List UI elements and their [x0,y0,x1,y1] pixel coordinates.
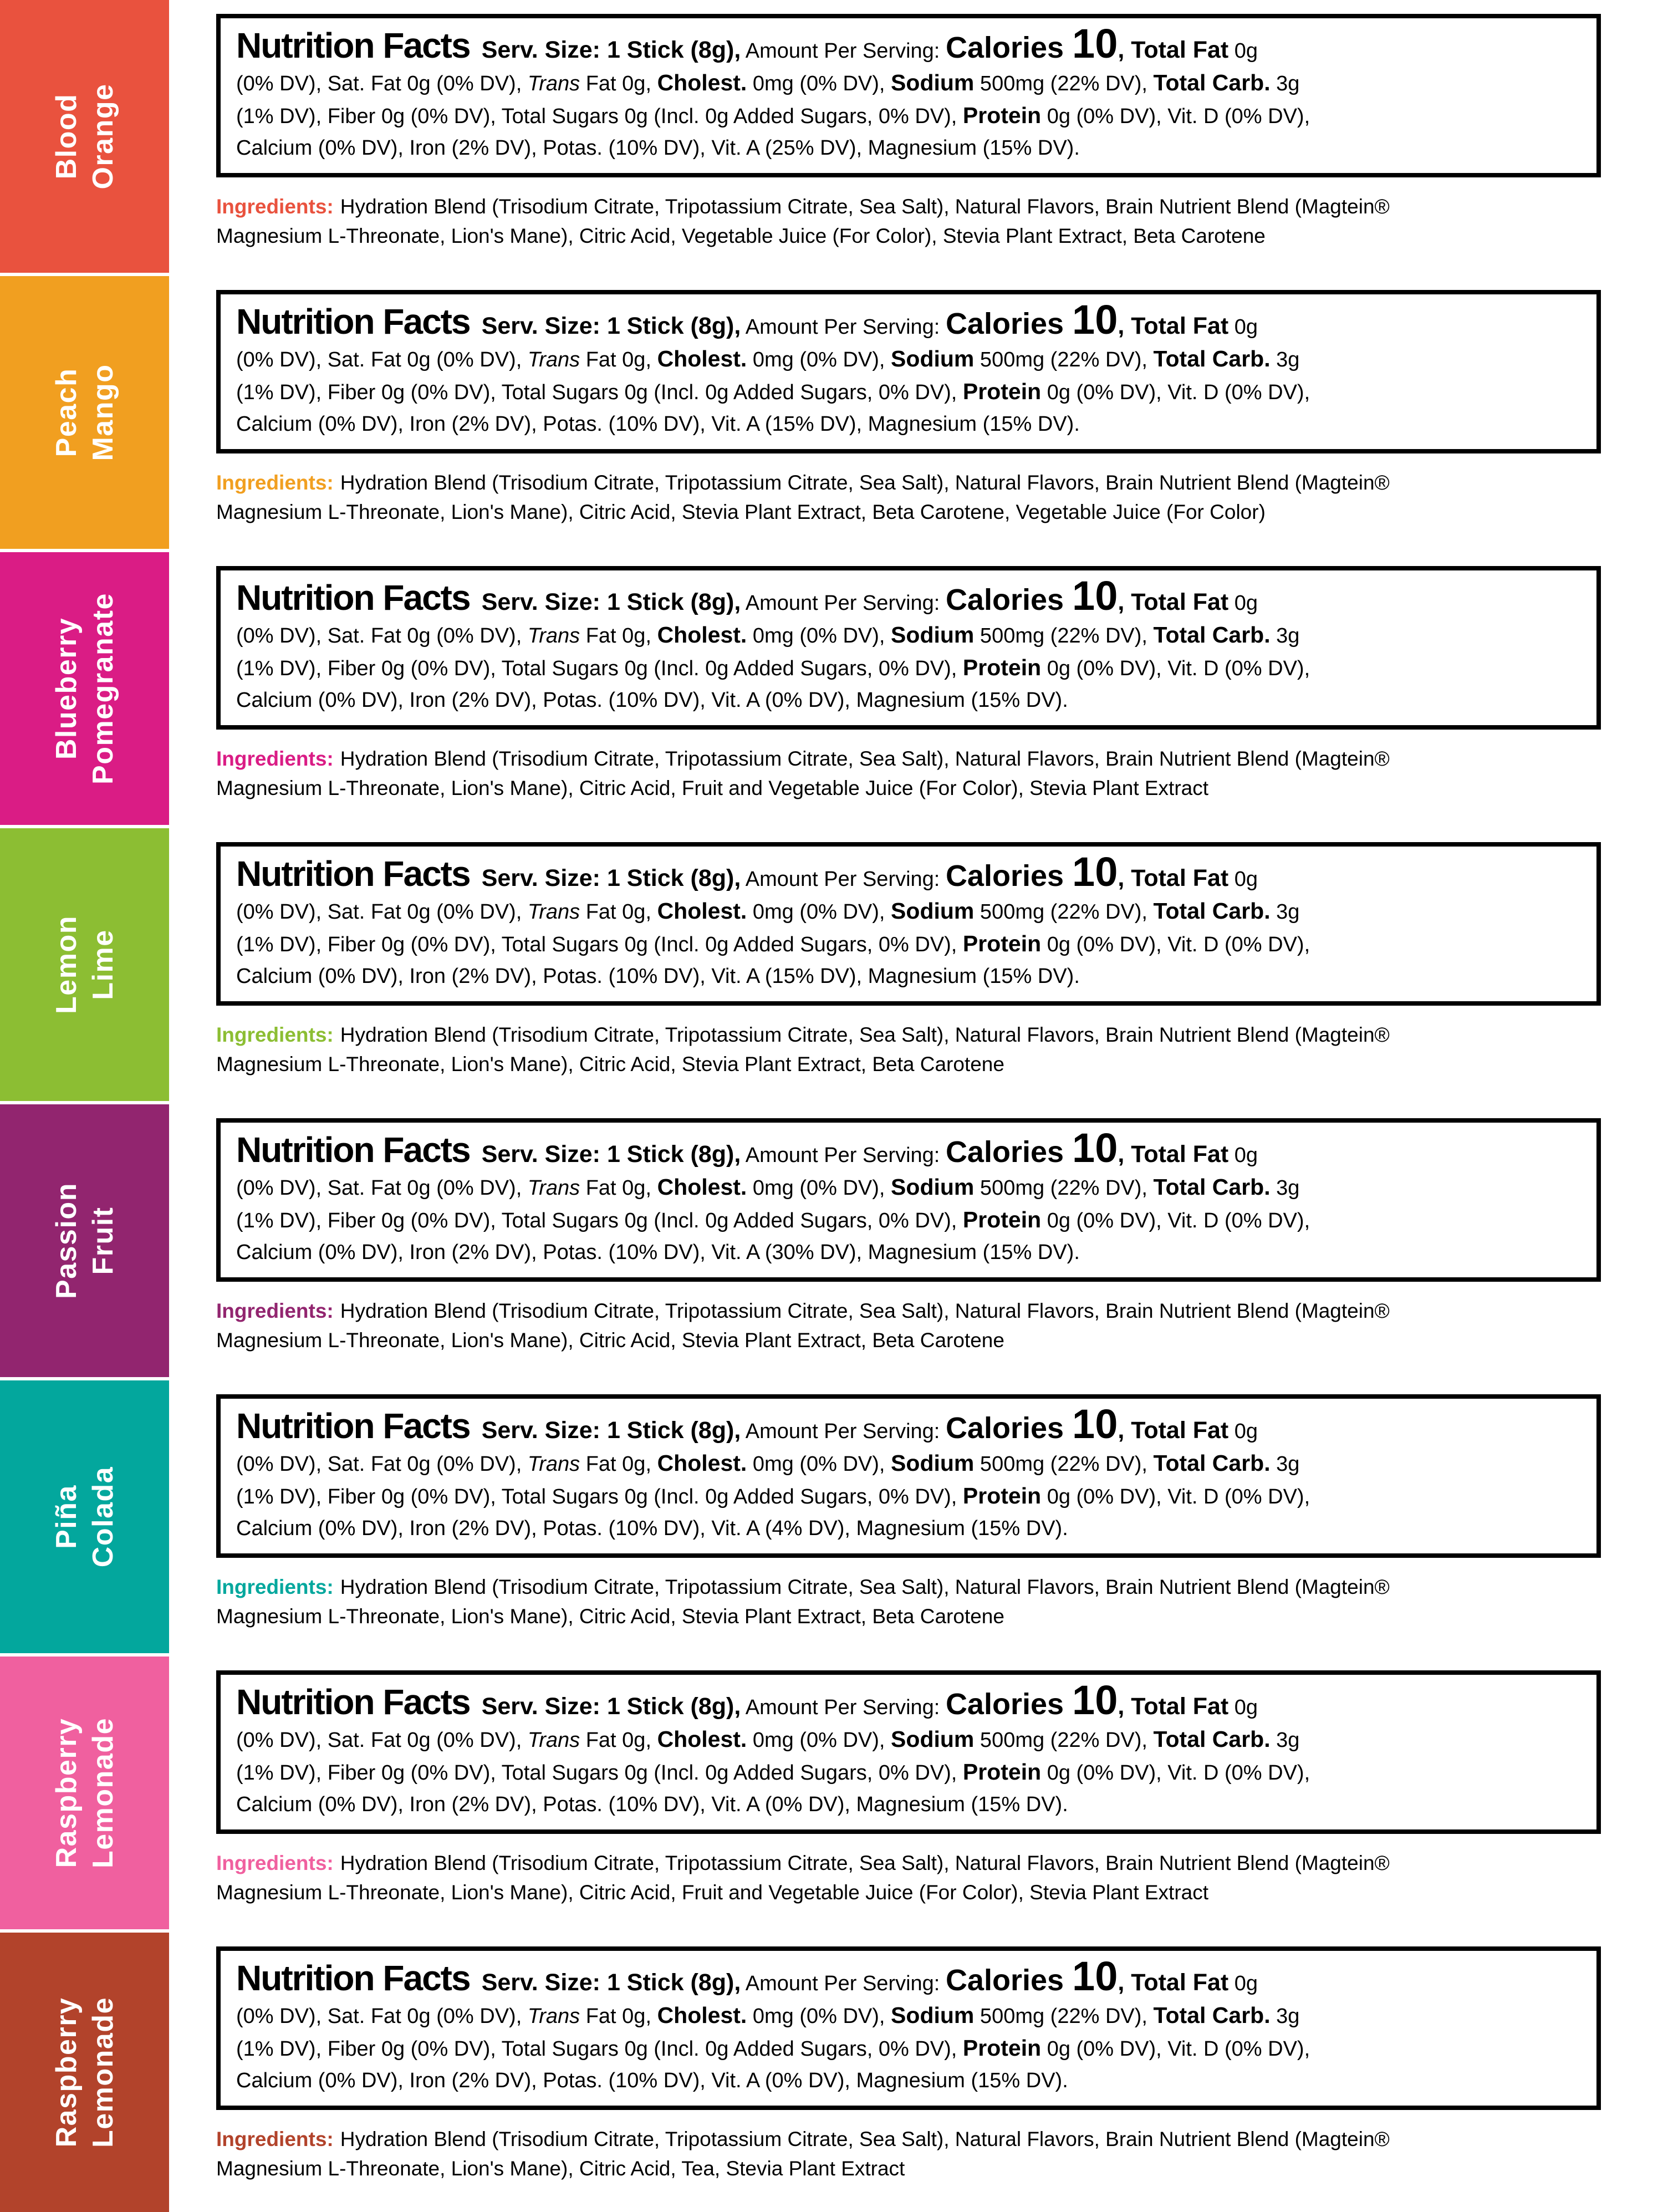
flavor-sidebar [0,276,169,549]
flavor-name-line2: Lemonade [86,1717,119,1869]
ingredients-text [216,192,1601,251]
nutrition-segment-italic: Trans [527,2005,580,2028]
nutrition-segment-title: Nutrition Facts [236,1682,470,1722]
nutrition-segment-title: Nutrition Facts [236,1130,470,1170]
flavor-sidebar [0,1380,169,1653]
nutrition-segment-bold: Total Carb. [1153,70,1271,95]
flavor-name-line1: Passion [50,1183,83,1299]
ingredients-line2: Magnesium L-Threonate, Lion's Mane), Citric Acid, Tea, Stevia Plant Extract [216,2157,905,2180]
nutrition-segment-plain: Amount Per Serving: [741,1972,946,1995]
nutrition-segment-title: Nutrition Facts [236,302,470,342]
nutrition-segment-plain: Calcium (0% DV), Iron (2% DV), Potas. (10% DV), Vit. A (15% DV), Magnesium (15% DV). [236,412,1080,436]
flavor-name-label [48,1717,121,1868]
nutrition-segment-cal: Calories [945,1688,1073,1721]
nutrition-segment-plain [470,1420,482,1443]
nutrition-text [236,1125,1583,1268]
nutrition-segment-serv: , [1118,37,1131,63]
nutrition-segment-serv: , [1118,1693,1131,1720]
nutrition-segment-calnum: 10 [1072,1401,1118,1447]
nutrition-segment-plain: 0g [1228,1420,1258,1443]
flavor-content [216,828,1601,1101]
nutrition-segment-plain: 3g [1270,900,1300,924]
flavor-name-line2: Lime [86,929,119,1000]
flavor-section [0,1380,1663,1653]
flavor-name-line1: Blood [50,93,83,180]
flavor-name-label [48,1183,121,1299]
flavor-section [0,1657,1663,1929]
ingredients-line1: Hydration Blend (Trisodium Citrate, Tripotassium Citrate, Sea Salt), Natural Flavors, Brain Nutrient Blend (Magtein® [340,1576,1390,1598]
nutrition-segment-bold: Sodium [891,1726,975,1752]
nutrition-segment-serv: , [1118,1417,1131,1444]
nutrition-segment-calnum: 10 [1072,849,1118,895]
nutrition-segment-serv: Total Fat [1131,1693,1229,1720]
nutrition-segment-plain: (0% DV), Sat. Fat 0g (0% DV), [236,348,528,371]
flavor-sidebar [0,1933,169,2212]
nutrition-segment-italic: Trans [527,624,580,648]
ingredients-line1: Hydration Blend (Trisodium Citrate, Tripotassium Citrate, Sea Salt), Natural Flavors, Brain Nutrient Blend (Magtein® [340,1852,1390,1874]
flavor-name-line1: Peach [50,368,83,457]
nutrition-segment-plain: Fat 0g, [580,1729,657,1752]
nutrition-segment-serv: Serv. Size: 1 Stick (8g), [481,589,741,615]
flavor-name-line1: Raspberry [50,1997,83,2148]
nutrition-segment-serv: Serv. Size: 1 Stick (8g), [481,865,741,891]
nutrition-segment-plain: (1% DV), Fiber 0g (0% DV), Total Sugars 0g (Incl. 0g Added Sugars, 0% DV), [236,2037,963,2061]
nutrition-segment-plain: 0mg (0% DV), [747,1452,891,1476]
nutrition-segment-title: Nutrition Facts [236,1958,470,1998]
nutrition-segment-plain: Calcium (0% DV), Iron (2% DV), Potas. (10% DV), Vit. A (0% DV), Magnesium (15% DV). [236,689,1068,712]
nutrition-segment-serv: , [1118,1969,1131,1996]
flavor-content [216,1380,1601,1653]
ingredients-line2: Magnesium L-Threonate, Lion's Mane), Citric Acid, Vegetable Juice (For Color), Stevia Plant Extract, Beta Carotene [216,225,1266,247]
ingredients-line1: Hydration Blend (Trisodium Citrate, Tripotassium Citrate, Sea Salt), Natural Flavors, Brain Nutrient Blend (Magtein® [340,1023,1390,1046]
nutrition-segment-bold: Total Carb. [1153,1450,1271,1476]
nutrition-segment-plain [470,1144,482,1167]
ingredients-label: Ingredients: [216,2128,334,2150]
nutrition-segment-serv: Total Fat [1131,865,1229,891]
nutrition-segment-plain: Fat 0g, [580,900,657,924]
nutrition-segment-cal: Calories [945,1964,1073,1997]
nutrition-segment-plain: 0g (0% DV), Vit. D (0% DV), [1041,933,1310,956]
ingredients-line1: Hydration Blend (Trisodium Citrate, Tripotassium Citrate, Sea Salt), Natural Flavors, Brain Nutrient Blend (Magtein® [340,747,1390,770]
flavor-name-line1: Raspberry [50,1717,83,1868]
ingredients-line2: Magnesium L-Threonate, Lion's Mane), Citric Acid, Stevia Plant Extract, Beta Carotene [216,1605,1004,1628]
flavor-section [0,1104,1663,1377]
nutrition-segment-bold: Total Carb. [1153,898,1271,924]
nutrition-segment-bold: Sodium [891,898,975,924]
nutrition-segment-plain: Calcium (0% DV), Iron (2% DV), Potas. (10% DV), Vit. A (15% DV), Magnesium (15% DV). [236,965,1080,988]
nutrition-segment-serv: Serv. Size: 1 Stick (8g), [481,1141,741,1168]
nutrition-segment-bold: Protein [962,1759,1042,1785]
nutrition-segment-cal: Calories [945,583,1073,616]
flavor-content [216,0,1601,273]
nutrition-facts-box [216,14,1601,177]
flavor-section [0,828,1663,1101]
nutrition-segment-title: Nutrition Facts [236,1406,470,1446]
flavor-content [216,276,1601,549]
flavor-content [216,1104,1601,1377]
nutrition-segment-plain: (1% DV), Fiber 0g (0% DV), Total Sugars 0g (Incl. 0g Added Sugars, 0% DV), [236,1485,963,1508]
nutrition-segment-plain: (1% DV), Fiber 0g (0% DV), Total Sugars 0g (Incl. 0g Added Sugars, 0% DV), [236,381,963,404]
nutrition-segment-bold: Protein [962,379,1042,404]
nutrition-segment-cal: Calories [945,859,1073,893]
flavor-name-label [48,364,121,461]
nutrition-segment-plain: (0% DV), Sat. Fat 0g (0% DV), [236,900,528,924]
nutrition-segment-plain: 500mg (22% DV), [974,348,1154,371]
nutrition-facts-box [216,1946,1601,2110]
nutrition-segment-title: Nutrition Facts [236,578,470,618]
nutrition-segment-bold: Cholest. [657,1450,747,1476]
nutrition-segment-plain: (1% DV), Fiber 0g (0% DV), Total Sugars 0g (Incl. 0g Added Sugars, 0% DV), [236,1209,963,1232]
nutrition-text [236,297,1583,440]
nutrition-segment-bold: Sodium [891,1174,975,1200]
nutrition-segment-cal: Calories [945,31,1073,64]
nutrition-segment-plain: Amount Per Serving: [741,39,946,63]
nutrition-segment-bold: Cholest. [657,70,747,95]
nutrition-segment-plain: 0g (0% DV), Vit. D (0% DV), [1041,657,1310,680]
nutrition-text [236,849,1583,992]
nutrition-segment-bold: Protein [962,1483,1042,1508]
ingredients-line2: Magnesium L-Threonate, Lion's Mane), Citric Acid, Stevia Plant Extract, Beta Carotene [216,1053,1004,1076]
nutrition-segment-plain: 0g [1228,39,1258,63]
nutrition-segment-calnum: 10 [1072,21,1118,67]
nutrition-segment-plain: Amount Per Serving: [741,1144,946,1167]
nutrition-facts-box [216,1394,1601,1558]
nutrition-segment-plain [470,592,482,615]
nutrition-segment-italic: Trans [527,72,580,95]
flavor-name-line2: Fruit [86,1206,119,1275]
nutrition-segment-serv: Serv. Size: 1 Stick (8g), [481,1693,741,1720]
nutrition-facts-box [216,290,1601,453]
nutrition-segment-italic: Trans [527,900,580,924]
nutrition-segment-plain: (1% DV), Fiber 0g (0% DV), Total Sugars 0g (Incl. 0g Added Sugars, 0% DV), [236,105,963,128]
nutrition-facts-box [216,566,1601,730]
nutrition-segment-plain: 0g [1228,315,1258,339]
nutrition-segment-plain: Calcium (0% DV), Iron (2% DV), Potas. (10% DV), Vit. A (0% DV), Magnesium (15% DV). [236,1793,1068,1816]
nutrition-segment-bold: Sodium [891,2002,975,2028]
ingredients-label: Ingredients: [216,1576,334,1598]
nutrition-segment-plain: Amount Per Serving: [741,1696,946,1719]
nutrition-segment-bold: Protein [962,103,1042,128]
nutrition-segment-plain: 3g [1270,624,1300,648]
ingredients-line1: Hydration Blend (Trisodium Citrate, Tripotassium Citrate, Sea Salt), Natural Flavors, Brain Nutrient Blend (Magtein® [340,1299,1390,1322]
nutrition-text [236,573,1583,716]
flavor-sidebar [0,1104,169,1377]
nutrition-segment-plain: 0g (0% DV), Vit. D (0% DV), [1041,2037,1310,2061]
nutrition-facts-box [216,1118,1601,1282]
flavor-content [216,1933,1601,2212]
nutrition-segment-plain: (0% DV), Sat. Fat 0g (0% DV), [236,1729,528,1752]
ingredients-text [216,1848,1601,1907]
nutrition-segment-calnum: 10 [1072,297,1118,343]
nutrition-segment-bold: Sodium [891,1450,975,1476]
nutrition-segment-plain: Fat 0g, [580,1452,657,1476]
nutrition-segment-plain: Calcium (0% DV), Iron (2% DV), Potas. (10% DV), Vit. A (0% DV), Magnesium (15% DV). [236,2069,1068,2092]
nutrition-segment-italic: Trans [527,1729,580,1752]
nutrition-segment-serv: Total Fat [1131,313,1229,339]
nutrition-segment-serv: , [1118,1141,1131,1168]
nutrition-segment-cal: Calories [945,1411,1073,1445]
nutrition-segment-serv: , [1118,589,1131,615]
nutrition-segment-plain: 500mg (22% DV), [974,1176,1154,1200]
nutrition-segment-plain: 0g [1228,1144,1258,1167]
nutrition-segment-plain: 3g [1270,72,1300,95]
nutrition-segment-bold: Cholest. [657,1174,747,1200]
flavor-name-line2: Orange [86,83,119,190]
nutrition-segment-plain: 0g (0% DV), Vit. D (0% DV), [1041,1485,1310,1508]
nutrition-segment-serv: Serv. Size: 1 Stick (8g), [481,37,741,63]
ingredients-text [216,468,1601,527]
nutrition-segment-plain: 500mg (22% DV), [974,1452,1154,1476]
nutrition-segment-calnum: 10 [1072,1677,1118,1723]
nutrition-segment-title: Nutrition Facts [236,854,470,894]
nutrition-segment-plain: 3g [1270,1452,1300,1476]
nutrition-segment-plain: 0mg (0% DV), [747,72,891,95]
nutrition-segment-bold: Total Carb. [1153,1726,1271,1752]
flavor-content [216,1657,1601,1929]
nutrition-segment-plain [470,315,482,339]
nutrition-segment-plain: 0mg (0% DV), [747,1176,891,1200]
nutrition-segment-plain: Calcium (0% DV), Iron (2% DV), Potas. (10% DV), Vit. A (30% DV), Magnesium (15% DV). [236,1241,1080,1264]
nutrition-segment-plain: 0g [1228,868,1258,891]
flavor-name-label [48,1997,121,2148]
nutrition-segment-plain: Fat 0g, [580,2005,657,2028]
nutrition-segment-plain: (0% DV), Sat. Fat 0g (0% DV), [236,72,528,95]
nutrition-segment-plain: 3g [1270,1176,1300,1200]
nutrition-segment-bold: Total Carb. [1153,346,1271,371]
nutrition-segment-italic: Trans [527,348,580,371]
nutrition-segment-bold: Total Carb. [1153,2002,1271,2028]
nutrition-segment-plain: (0% DV), Sat. Fat 0g (0% DV), [236,2005,528,2028]
nutrition-segment-plain: (1% DV), Fiber 0g (0% DV), Total Sugars 0g (Incl. 0g Added Sugars, 0% DV), [236,1761,963,1785]
flavor-section [0,276,1663,549]
nutrition-segment-serv: Serv. Size: 1 Stick (8g), [481,1417,741,1444]
nutrition-segment-bold: Protein [962,1207,1042,1232]
nutrition-segment-plain [470,39,482,63]
nutrition-segment-plain: 3g [1270,1729,1300,1752]
nutrition-segment-plain: 0g [1228,1696,1258,1719]
nutrition-segment-plain: Fat 0g, [580,72,657,95]
nutrition-segment-serv: Total Fat [1131,589,1229,615]
nutrition-segment-plain: Calcium (0% DV), Iron (2% DV), Potas. (10% DV), Vit. A (4% DV), Magnesium (15% DV). [236,1517,1068,1540]
nutrition-segment-plain: (0% DV), Sat. Fat 0g (0% DV), [236,1452,528,1476]
nutrition-segment-serv: Total Fat [1131,37,1229,63]
nutrition-segment-cal: Calories [945,1135,1073,1169]
nutrition-segment-plain: 500mg (22% DV), [974,72,1154,95]
ingredients-label: Ingredients: [216,747,334,770]
nutrition-segment-serv: , [1118,313,1131,339]
nutrition-segment-plain: 500mg (22% DV), [974,2005,1154,2028]
nutrition-segment-title: Nutrition Facts [236,26,470,65]
nutrition-segment-bold: Cholest. [657,898,747,924]
nutrition-text [236,1677,1583,1821]
nutrition-segment-plain [470,1972,482,1995]
flavor-name-line2: Lemonade [86,1996,119,2148]
nutrition-segment-bold: Total Carb. [1153,622,1271,648]
nutrition-segment-plain: Amount Per Serving: [741,1420,946,1443]
nutrition-segment-serv: Total Fat [1131,1969,1229,1996]
flavor-sidebar [0,0,169,273]
nutrition-segment-serv: Serv. Size: 1 Stick (8g), [481,313,741,339]
nutrition-segment-plain [470,868,482,891]
nutrition-segment-plain: Fat 0g, [580,624,657,648]
nutrition-segment-plain: Fat 0g, [580,348,657,371]
nutrition-segment-serv: Total Fat [1131,1417,1229,1444]
nutrition-segment-plain: 0g [1228,592,1258,615]
nutrition-segment-italic: Trans [527,1176,580,1200]
flavor-section [0,1933,1663,2212]
ingredients-label: Ingredients: [216,471,334,494]
ingredients-label: Ingredients: [216,1852,334,1874]
nutrition-segment-bold: Sodium [891,346,975,371]
nutrition-segment-bold: Protein [962,2035,1042,2061]
nutrition-segment-plain: Amount Per Serving: [741,592,946,615]
nutrition-segment-bold: Cholest. [657,1726,747,1752]
nutrition-segment-plain: 3g [1270,348,1300,371]
nutrition-segment-plain: 500mg (22% DV), [974,900,1154,924]
nutrition-segment-bold: Sodium [891,622,975,648]
nutrition-segment-calnum: 10 [1072,1125,1118,1171]
ingredients-text [216,1572,1601,1631]
nutrition-segment-plain: 0mg (0% DV), [747,900,891,924]
flavor-name-label [48,593,121,784]
nutrition-facts-box [216,842,1601,1006]
nutrition-segment-plain: 500mg (22% DV), [974,624,1154,648]
nutrition-segment-calnum: 10 [1072,1953,1118,1999]
nutrition-segment-serv: Serv. Size: 1 Stick (8g), [481,1969,741,1996]
flavor-name-line2: Colada [86,1466,119,1568]
ingredients-label: Ingredients: [216,1023,334,1046]
flavor-name-label [48,1466,121,1567]
nutrition-segment-cal: Calories [945,307,1073,340]
ingredients-text [216,744,1601,803]
ingredients-text [216,1020,1601,1079]
ingredients-line1: Hydration Blend (Trisodium Citrate, Tripotassium Citrate, Sea Salt), Natural Flavors, Brain Nutrient Blend (Magtein® [340,2128,1390,2150]
nutrition-segment-plain: 0mg (0% DV), [747,348,891,371]
ingredients-line2: Magnesium L-Threonate, Lion's Mane), Citric Acid, Stevia Plant Extract, Beta Carotene, Vegetable Juice (For Color) [216,501,1266,523]
nutrition-segment-plain: 0mg (0% DV), [747,1729,891,1752]
nutrition-segment-plain: 0g (0% DV), Vit. D (0% DV), [1041,381,1310,404]
nutrition-segment-bold: Cholest. [657,2002,747,2028]
nutrition-segment-plain: Amount Per Serving: [741,315,946,339]
ingredients-text [216,2124,1601,2183]
nutrition-segment-plain: (0% DV), Sat. Fat 0g (0% DV), [236,624,528,648]
ingredients-label: Ingredients: [216,195,334,218]
ingredients-line1: Hydration Blend (Trisodium Citrate, Tripotassium Citrate, Sea Salt), Natural Flavors, Brain Nutrient Blend (Magtein® [340,471,1390,494]
nutrition-segment-serv: Total Fat [1131,1141,1229,1168]
flavor-name-label [48,915,121,1014]
flavor-section [0,0,1663,273]
flavor-name-line1: Piña [50,1485,83,1549]
nutrition-segment-plain: Fat 0g, [580,1176,657,1200]
nutrition-segment-bold: Total Carb. [1153,1174,1271,1200]
ingredients-line2: Magnesium L-Threonate, Lion's Mane), Citric Acid, Fruit and Vegetable Juice (For Color), Stevia Plant Extract [216,1881,1209,1904]
nutrition-text [236,1953,1583,2097]
ingredients-line1: Hydration Blend (Trisodium Citrate, Tripotassium Citrate, Sea Salt), Natural Flavors, Brain Nutrient Blend (Magtein® [340,195,1390,218]
nutrition-segment-plain: (0% DV), Sat. Fat 0g (0% DV), [236,1176,528,1200]
nutrition-segment-plain: (1% DV), Fiber 0g (0% DV), Total Sugars 0g (Incl. 0g Added Sugars, 0% DV), [236,657,963,680]
ingredients-text [216,1296,1601,1355]
nutrition-segment-plain: (1% DV), Fiber 0g (0% DV), Total Sugars 0g (Incl. 0g Added Sugars, 0% DV), [236,933,963,956]
nutrition-segment-calnum: 10 [1072,573,1118,619]
nutrition-segment-plain: 0g (0% DV), Vit. D (0% DV), [1041,105,1310,128]
flavor-name-line1: Blueberry [50,617,83,760]
nutrition-segment-plain: 0mg (0% DV), [747,2005,891,2028]
nutrition-facts-box [216,1670,1601,1834]
nutrition-segment-plain: 0g (0% DV), Vit. D (0% DV), [1041,1761,1310,1785]
ingredients-line2: Magnesium L-Threonate, Lion's Mane), Citric Acid, Fruit and Vegetable Juice (For Color), Stevia Plant Extract [216,777,1209,799]
flavor-name-label [48,83,121,189]
nutrition-segment-plain: 0g [1228,1972,1258,1995]
flavor-name-line2: Mango [86,364,119,461]
nutrition-segment-italic: Trans [527,1452,580,1476]
nutrition-segment-plain: Amount Per Serving: [741,868,946,891]
ingredients-line2: Magnesium L-Threonate, Lion's Mane), Citric Acid, Stevia Plant Extract, Beta Carotene [216,1329,1004,1352]
nutrition-segment-bold: Sodium [891,70,975,95]
flavor-section [0,552,1663,825]
ingredients-label: Ingredients: [216,1299,334,1322]
nutrition-segment-bold: Cholest. [657,622,747,648]
nutrition-segment-bold: Cholest. [657,346,747,371]
flavor-sidebar [0,1657,169,1929]
nutrition-segment-plain: 0g (0% DV), Vit. D (0% DV), [1041,1209,1310,1232]
nutrition-segment-bold: Protein [962,655,1042,680]
nutrition-segment-serv: , [1118,865,1131,891]
nutrition-text [236,21,1583,164]
flavor-content [216,552,1601,825]
nutrition-segment-bold: Protein [962,931,1042,956]
flavor-sidebar [0,828,169,1101]
nutrition-segment-plain: 0mg (0% DV), [747,624,891,648]
nutrition-segment-plain: 500mg (22% DV), [974,1729,1154,1752]
nutrition-segment-plain [470,1696,482,1719]
flavor-name-line1: Lemon [50,915,83,1014]
nutrition-text [236,1401,1583,1545]
nutrition-segment-plain: Calcium (0% DV), Iron (2% DV), Potas. (10% DV), Vit. A (25% DV), Magnesium (15% DV). [236,136,1080,160]
flavor-name-line2: Pomegranate [86,593,119,784]
nutrition-segment-plain: 3g [1270,2005,1300,2028]
flavor-sidebar [0,552,169,825]
